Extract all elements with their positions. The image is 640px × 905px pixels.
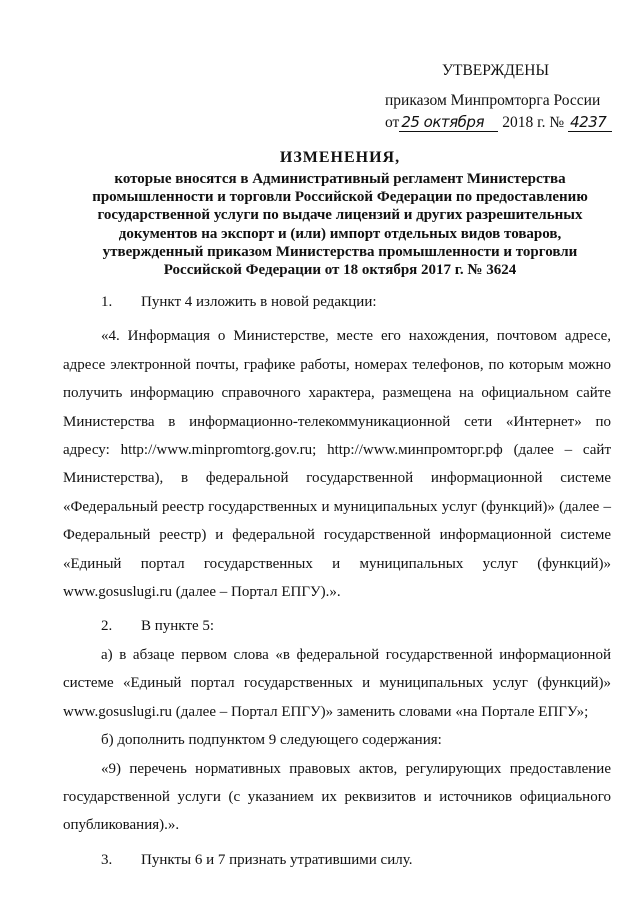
order-date-line [385, 112, 625, 134]
item-3 [63, 846, 611, 874]
document-subtitle: которые вносятся в Административный регламент Министерства промышленности и торговли Российской Федерации по предоставлению государственной услуги по выдаче лицензий и других разрешительных документов на экспорт и (или) импорт отдельных видов товаров, утвержденный приказом Министерства промышленности и торговли Российской Федерации от 18 октября 2017 г. № 3624 [92, 171, 588, 279]
document-title: ИЗМЕНЕНИЯ, [279, 149, 401, 166]
item-1-paragraph-1: «4. Информация о Министерстве, месте его нахождения, почтовом адресе, адресе электронной почты, графике работы, номерах телефонов, по которым можно получить информацию справочного характера, размещена на официальном сайте Министерства в информационно-телекоммуникационной сети «Интернет» по адресу: http://www.minpromtorg.gov.ru; http://www.минпромторг.рф (далее – сайт Министерства), в федеральной государственной информационной системе «Федеральный реестр государственных и муниципальных услуг (функций)» (далее – Федеральный реестр) и федеральной государственной информационной системе «Единый портал государственных и муниципальных услуг (функций)» www.gosuslugi.ru (далее – Портал ЕПГУ).». [63, 328, 611, 601]
handwritten-order-number: 4237 [568, 114, 612, 132]
item-2-number: 2. [101, 618, 113, 635]
item-1-number: 1. [101, 294, 113, 310]
item-2-paragraph-b-content: «9) перечень нормативных правовых актов, регулирующих предоставление государственной услуги (с указанием их реквизитов и источников официального опубликования).». [63, 760, 611, 834]
approval-stamp [385, 60, 625, 134]
document-heading [70, 148, 610, 279]
item-3-number: 3. [101, 851, 113, 868]
order-reference: приказом Минпромторга России [385, 92, 601, 109]
item-2 [63, 612, 611, 640]
item-1-text: Пункт 4 изложить в новой редакции: [141, 294, 377, 310]
item-1 [63, 288, 611, 316]
document-body [63, 288, 611, 874]
handwritten-date: 25 октября [399, 114, 498, 132]
approved-label: УТВЕРЖДЕНЫ [442, 62, 549, 79]
item-2-paragraph-a: а) в абзаце первом слова «в федеральной государственной информационной системе «Единый портал государственных и муниципальных услуг (функций)» www.gosuslugi.ru (далее – Портал ЕПГУ)» заменить словами «на Портале ЕПГУ»; [63, 646, 611, 720]
item-2-text: В пункте 5: [141, 618, 215, 635]
date-prefix: от [385, 114, 400, 131]
year-text: 2018 г. № [502, 114, 565, 131]
item-3-text: Пункты 6 и 7 признать утратившими силу. [141, 851, 413, 868]
item-2-paragraph-b: б) дополнить подпунктом 9 следующего содержания: [101, 732, 442, 749]
